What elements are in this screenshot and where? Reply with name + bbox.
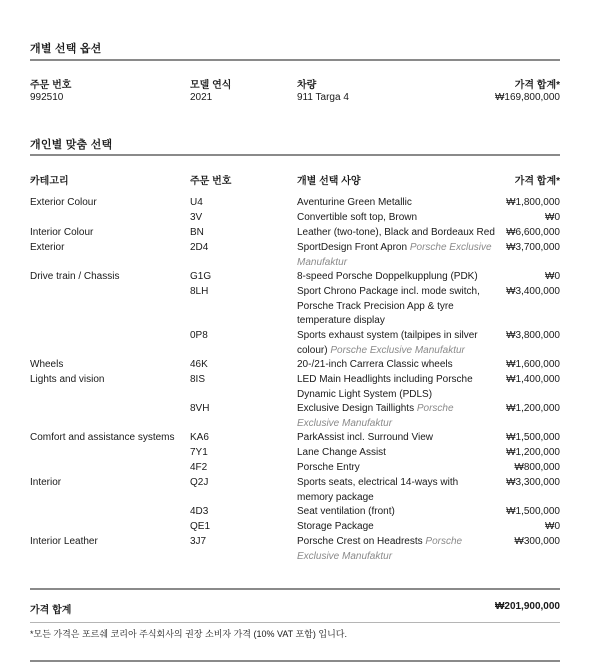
price-total-value: ₩169,800,000 (494, 92, 560, 103)
option-category: Lights and vision (30, 374, 105, 385)
option-price: ₩300,000 (514, 536, 560, 547)
option-code: QE1 (190, 521, 211, 532)
option-description-text: Sport Chrono Package incl. mode switch, Porsche Track Precision App & tyre temperature display (297, 286, 480, 327)
total-divider-bottom (30, 622, 560, 623)
option-code: 8VH (190, 403, 210, 414)
option-price: ₩0 (545, 212, 560, 223)
section-title-individual-options: 개별 선택 옵션 (30, 43, 102, 55)
porsche-exclusive-tag: Porsche Exclusive Manufaktur (297, 536, 463, 562)
col-header-code: 주문 번호 (190, 176, 232, 187)
option-code: Q2J (190, 477, 209, 488)
option-category: Drive train / Chassis (30, 271, 120, 282)
option-description-text: Exclusive Design Taillights (297, 403, 415, 414)
option-description-text: Sports seats, electrical 14-ways with memory package (297, 477, 459, 503)
model-year-label: 모델 연식 (190, 80, 232, 91)
option-category: Exterior (30, 242, 65, 253)
option-code: U4 (190, 197, 203, 208)
grand-total-value: ₩201,900,000 (494, 601, 560, 612)
option-description-text: 8-speed Porsche Doppelkupplung (PDK) (297, 271, 478, 282)
col-header-price: 가격 합계* (514, 176, 560, 187)
vehicle-label: 차량 (297, 80, 317, 91)
page-bottom-rule (30, 660, 560, 662)
option-code: 4D3 (190, 506, 209, 517)
option-code: 8LH (190, 286, 209, 297)
col-header-category: 카테고리 (30, 176, 69, 187)
option-description-text: Leather (two-tone), Black and Bordeaux Red (297, 227, 495, 238)
option-description-text: Seat ventilation (front) (297, 506, 395, 517)
option-code: 3J7 (190, 536, 207, 547)
option-description-text: Storage Package (297, 521, 374, 532)
order-number-value: 992510 (30, 92, 64, 103)
option-price: ₩1,500,000 (506, 432, 560, 443)
option-code: 7Y1 (190, 447, 208, 458)
option-price: ₩1,200,000 (506, 447, 560, 458)
option-code: 4F2 (190, 462, 208, 473)
option-code: 46K (190, 359, 208, 370)
option-price: ₩1,500,000 (506, 506, 560, 517)
option-code: 8IS (190, 374, 206, 385)
option-description-text: Porsche Entry (297, 462, 360, 473)
option-category: Interior Leather (30, 536, 98, 547)
option-price: ₩1,600,000 (506, 359, 560, 370)
option-category: Wheels (30, 359, 64, 370)
option-price: ₩800,000 (514, 462, 560, 473)
option-code: KA6 (190, 432, 209, 443)
option-description-text: LED Main Headlights including Porsche Dynamic Light System (PDLS) (297, 374, 473, 400)
option-price: ₩6,600,000 (506, 227, 560, 238)
section-divider (30, 154, 560, 156)
option-description-text: 20-/21-inch Carrera Classic wheels (297, 359, 453, 370)
option-category: Interior (30, 477, 62, 488)
option-price: ₩1,400,000 (506, 374, 560, 385)
order-number-label: 주문 번호 (30, 80, 72, 91)
porsche-exclusive-tag: Porsche Exclusive Manufaktur (330, 344, 465, 356)
model-year-value: 2021 (190, 92, 213, 103)
option-price: ₩3,300,000 (506, 477, 560, 488)
option-price: ₩0 (545, 271, 560, 282)
grand-total-label: 가격 합계 (30, 605, 72, 616)
section-divider (30, 59, 560, 61)
price-footnote: *모든 가격은 포르쉐 코리아 주식회사의 권장 소비자 가격 (10% VAT 포함) 입니다. (30, 629, 347, 639)
option-category: Exterior Colour (30, 197, 97, 208)
option-description-text: ParkAssist incl. Surround View (297, 432, 433, 443)
option-description-text: SportDesign Front Apron (297, 242, 408, 253)
porsche-exclusive-tag: Porsche Exclusive Manufaktur (297, 403, 454, 429)
option-price: ₩1,200,000 (506, 403, 560, 414)
option-description-text: Porsche Crest on Headrests (297, 536, 423, 547)
option-category: Interior Colour (30, 227, 94, 238)
option-description-text: Aventurine Green Metallic (297, 197, 412, 208)
option-description-text: Convertible soft top, Brown (297, 212, 418, 223)
option-price: ₩3,700,000 (506, 242, 560, 253)
option-description-text: Sports exhaust system (tailpipes in silver colour) (297, 330, 478, 356)
section-title-custom-selection: 개인별 맞춤 선택 (30, 139, 113, 151)
option-category: Comfort and assistance systems (30, 432, 175, 443)
option-code: BN (190, 227, 204, 238)
option-code: G1G (190, 271, 212, 282)
price-total-label: 가격 합계* (514, 80, 560, 91)
option-price: ₩3,800,000 (506, 330, 560, 341)
total-divider-top (30, 588, 560, 590)
option-code: 2D4 (190, 242, 209, 253)
option-price: ₩0 (545, 521, 560, 532)
option-code: 0P8 (190, 330, 208, 341)
option-price: ₩3,400,000 (506, 286, 560, 297)
col-header-description: 개별 선택 사양 (297, 176, 361, 187)
option-description-text: Lane Change Assist (297, 447, 386, 458)
option-price: ₩1,800,000 (506, 197, 560, 208)
porsche-exclusive-tag: Porsche Exclusive Manufaktur (297, 242, 492, 268)
vehicle-value: 911 Targa 4 (297, 92, 349, 103)
option-code: 3V (190, 212, 203, 223)
